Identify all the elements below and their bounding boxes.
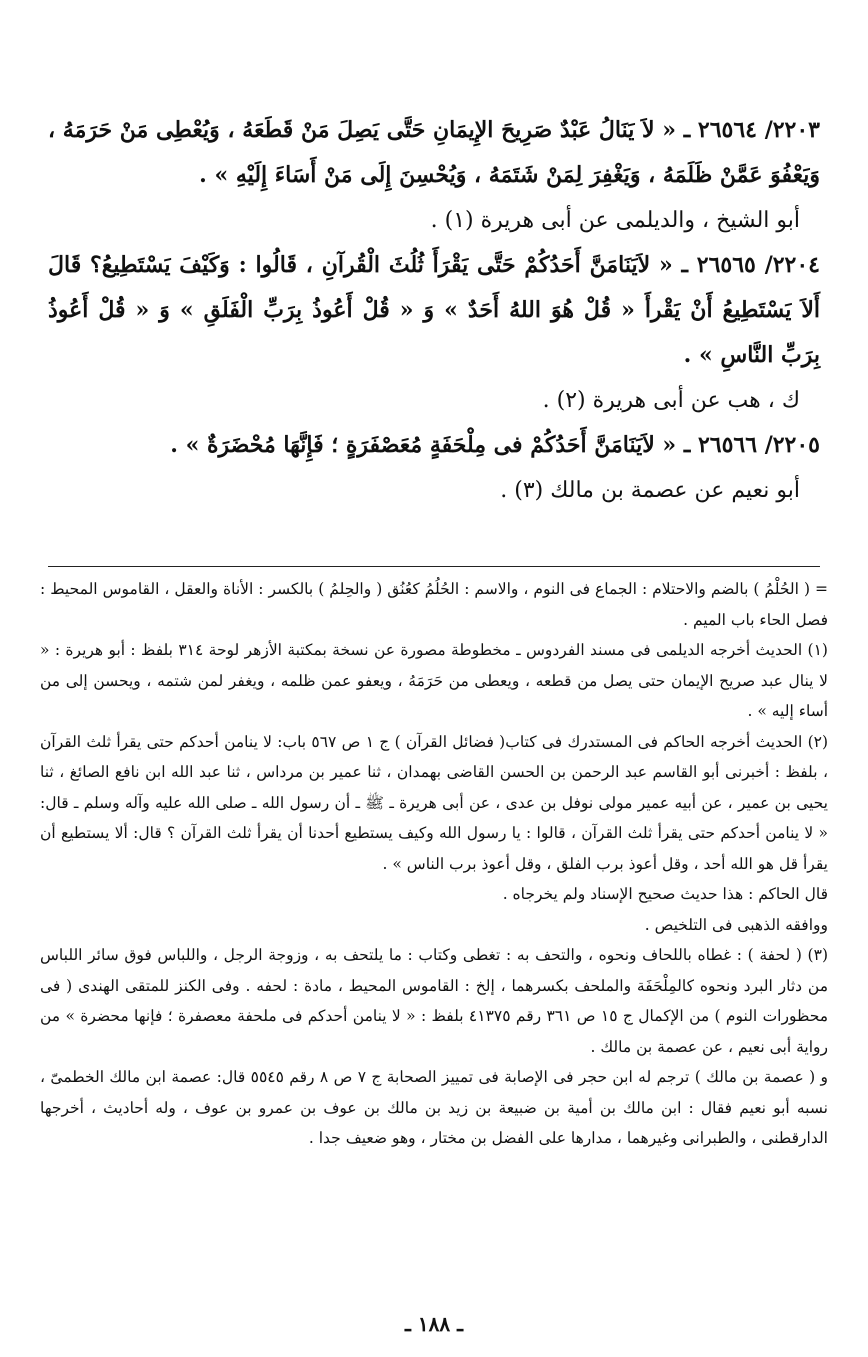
footnote-2-dhahabi: ووافقه الذهبى فى التلخيص . — [644, 915, 828, 934]
hadith-2204-source: ك ، هب عن أبى هريرة (٢) . — [542, 388, 800, 413]
footnote-2-hakim: قال الحاكم : هذا حديث صحيح الإسناد ولم يخرجاه . — [502, 885, 828, 903]
footnote-continued: = ( الحُلْمُ ) بالضم والاحتلام : الجماع فى النوم ، والاسم : الحُلُمُ كعُنُق ( والحِلمُ ) بالكسر : الأناة والعقل ، القاموس المحيط : فصل الحاء باب الميم . — [40, 580, 828, 629]
hadith-2205: ٢٢٠٥/ ٢٦٥٦٦ ـ « لاَيَنَامَنَّ أَحَدُكُمْ فى مِلْحَفَةٍ مُعَصْفَرَةٍ ؛ فَإِنَّهَا مُحْضَرَةٌ » . — [170, 432, 820, 458]
hadith-2205-source: أبو نعيم عن عصمة بن مالك (٣) . — [500, 478, 800, 503]
footnote-2: (٢) الحديث أخرجه الحاكم فى المستدرك فى كتاب( فضائل القرآن ) ج ١ ص ٥٦٧ باب: لا ينامن أحدكم حتى يقرأ ثلث القرآن ، بلفظ : أخبرنى أبو القاسم عبد الرحمن بن الحسن القاضى بهمدان ، ثنا عمير بن مرداس ، ثنا عبد الله ابن نافع الصائغ ، ثنا يحيى بن عمير ، عن أبيه عمير مولى نوفل بن عدى ، عن أبى هريرة ـ ﷺ ـ أن رسول الله ـ صلى الله عليه وآله وسلم ـ قال: « لا ينامن أحدكم حتى يقرأ ثلث القرآن ، قالوا : يا رسول الله وكيف يستطيع أحدنا أن يقرأ ثلث القرآن ؟ قال: ألا يستطيع أن يقرأ قل هو الله أحد ، وقل أعوذ برب الفلق ، وقل أعوذ برب الناس » . — [40, 732, 829, 873]
footnotes — [40, 574, 828, 1154]
main-text — [48, 108, 820, 513]
footnote-1: (١) الحديث أخرجه الديلمى فى مسند الفردوس ـ مخطوطة مصورة عن نسخة بمكتبة الأزهر لوحة ٣١٤ بلفظ : أبو هريرة : « لا ينال عبد صريح الإيمان حتى يصل من قطعه ، ويعطى من حَرَمَهُ ، ويعفو عمن ظلمه ، ويغفر لمن شتمه ، ويحسن إلى من أساء إليه » . — [40, 641, 828, 720]
page-number: ـ ١٨٨ ـ — [405, 1312, 463, 1336]
hadith-2203: ٢٢٠٣/ ٢٦٥٦٤ ـ « لاَ يَنَالُ عَبْدٌ صَرِيحَ الإِيمَانِ حَتَّى يَصِلَ مَنْ قَطَعَهُ ، وَيُعْطِى مَنْ حَرَمَهُ ، وَيَعْفُوَ عَمَّنْ ظَلَمَهُ ، وَيَغْفِرَ لِمَنْ شَتَمَهُ ، وَيُحْسِنَ إِلَى مَنْ أَسَاءَ إِلَيْهِ » . — [48, 117, 820, 188]
footnote-divider — [48, 566, 820, 567]
hadith-2203-source: أبو الشيخ ، والديلمى عن أبى هريرة (١) . — [430, 208, 800, 233]
hadith-2204: ٢٢٠٤/ ٢٦٥٦٥ ـ « لاَيَنَامَنَّ أَحَدُكُمْ حَتَّى يَقْرَأَ ثُلُثَ الْقُرآنِ ، قَالُوا : وَكَيْفَ يَسْتَطِيعُ؟ قَالَ أَلاَ يَسْتَطِيعُ أَنْ يَقْرأَ « قُلْ هُوَ اللهُ أَحَدٌ » وَ « قُلْ أَعُوذُ بِرَبِّ الْفَلَقِ » وَ « قُلْ أَعُوذُ بِرَبِّ النَّاسِ » . — [48, 252, 820, 368]
footnote-3: (٣) ( لحفة ) : غطاه باللحاف ونحوه ، والتحف به : تغطى وكتاب : ما يلتحف به ، وزوجة الرجل ، واللباس فوق سائر اللباس من دثار البرد ونحوه كالمِلْحَفَة والملحف بكسرهما ، إلخ : القاموس المحيط ، مادة : لحفه . وفى الكنز للمتقى الهندى ( فى محظورات النوم ) من الإكمال ج ١٥ ص ٣٦١ رقم ٤١٣٧٥ بلفظ : « لا ينامن أحدكم فى ملحفة معصفرة ؛ فإنها محضرة » من رواية أبى نعيم ، عن عصمة بن مالك . — [40, 946, 828, 1056]
footnote-3-isma: و ( عصمة بن مالك ) ترجم له ابن حجر فى الإصابة فى تمييز الصحابة ج ٧ ص ٨ رقم ٥٥٤٥ قال: عصمة ابن مالك الخطمىّ ، نسبه أبو نعيم فقال : ابن مالك بن أمية بن ضبيعة بن زيد بن مالك بن عوف بن عمرو بن عوف ، وله أحاديث ، أخرجها الدارقطنى ، والطبرانى وغيرهما ، مدارها على الفضل بن مختار ، وهو ضعيف جدا . — [40, 1068, 828, 1147]
